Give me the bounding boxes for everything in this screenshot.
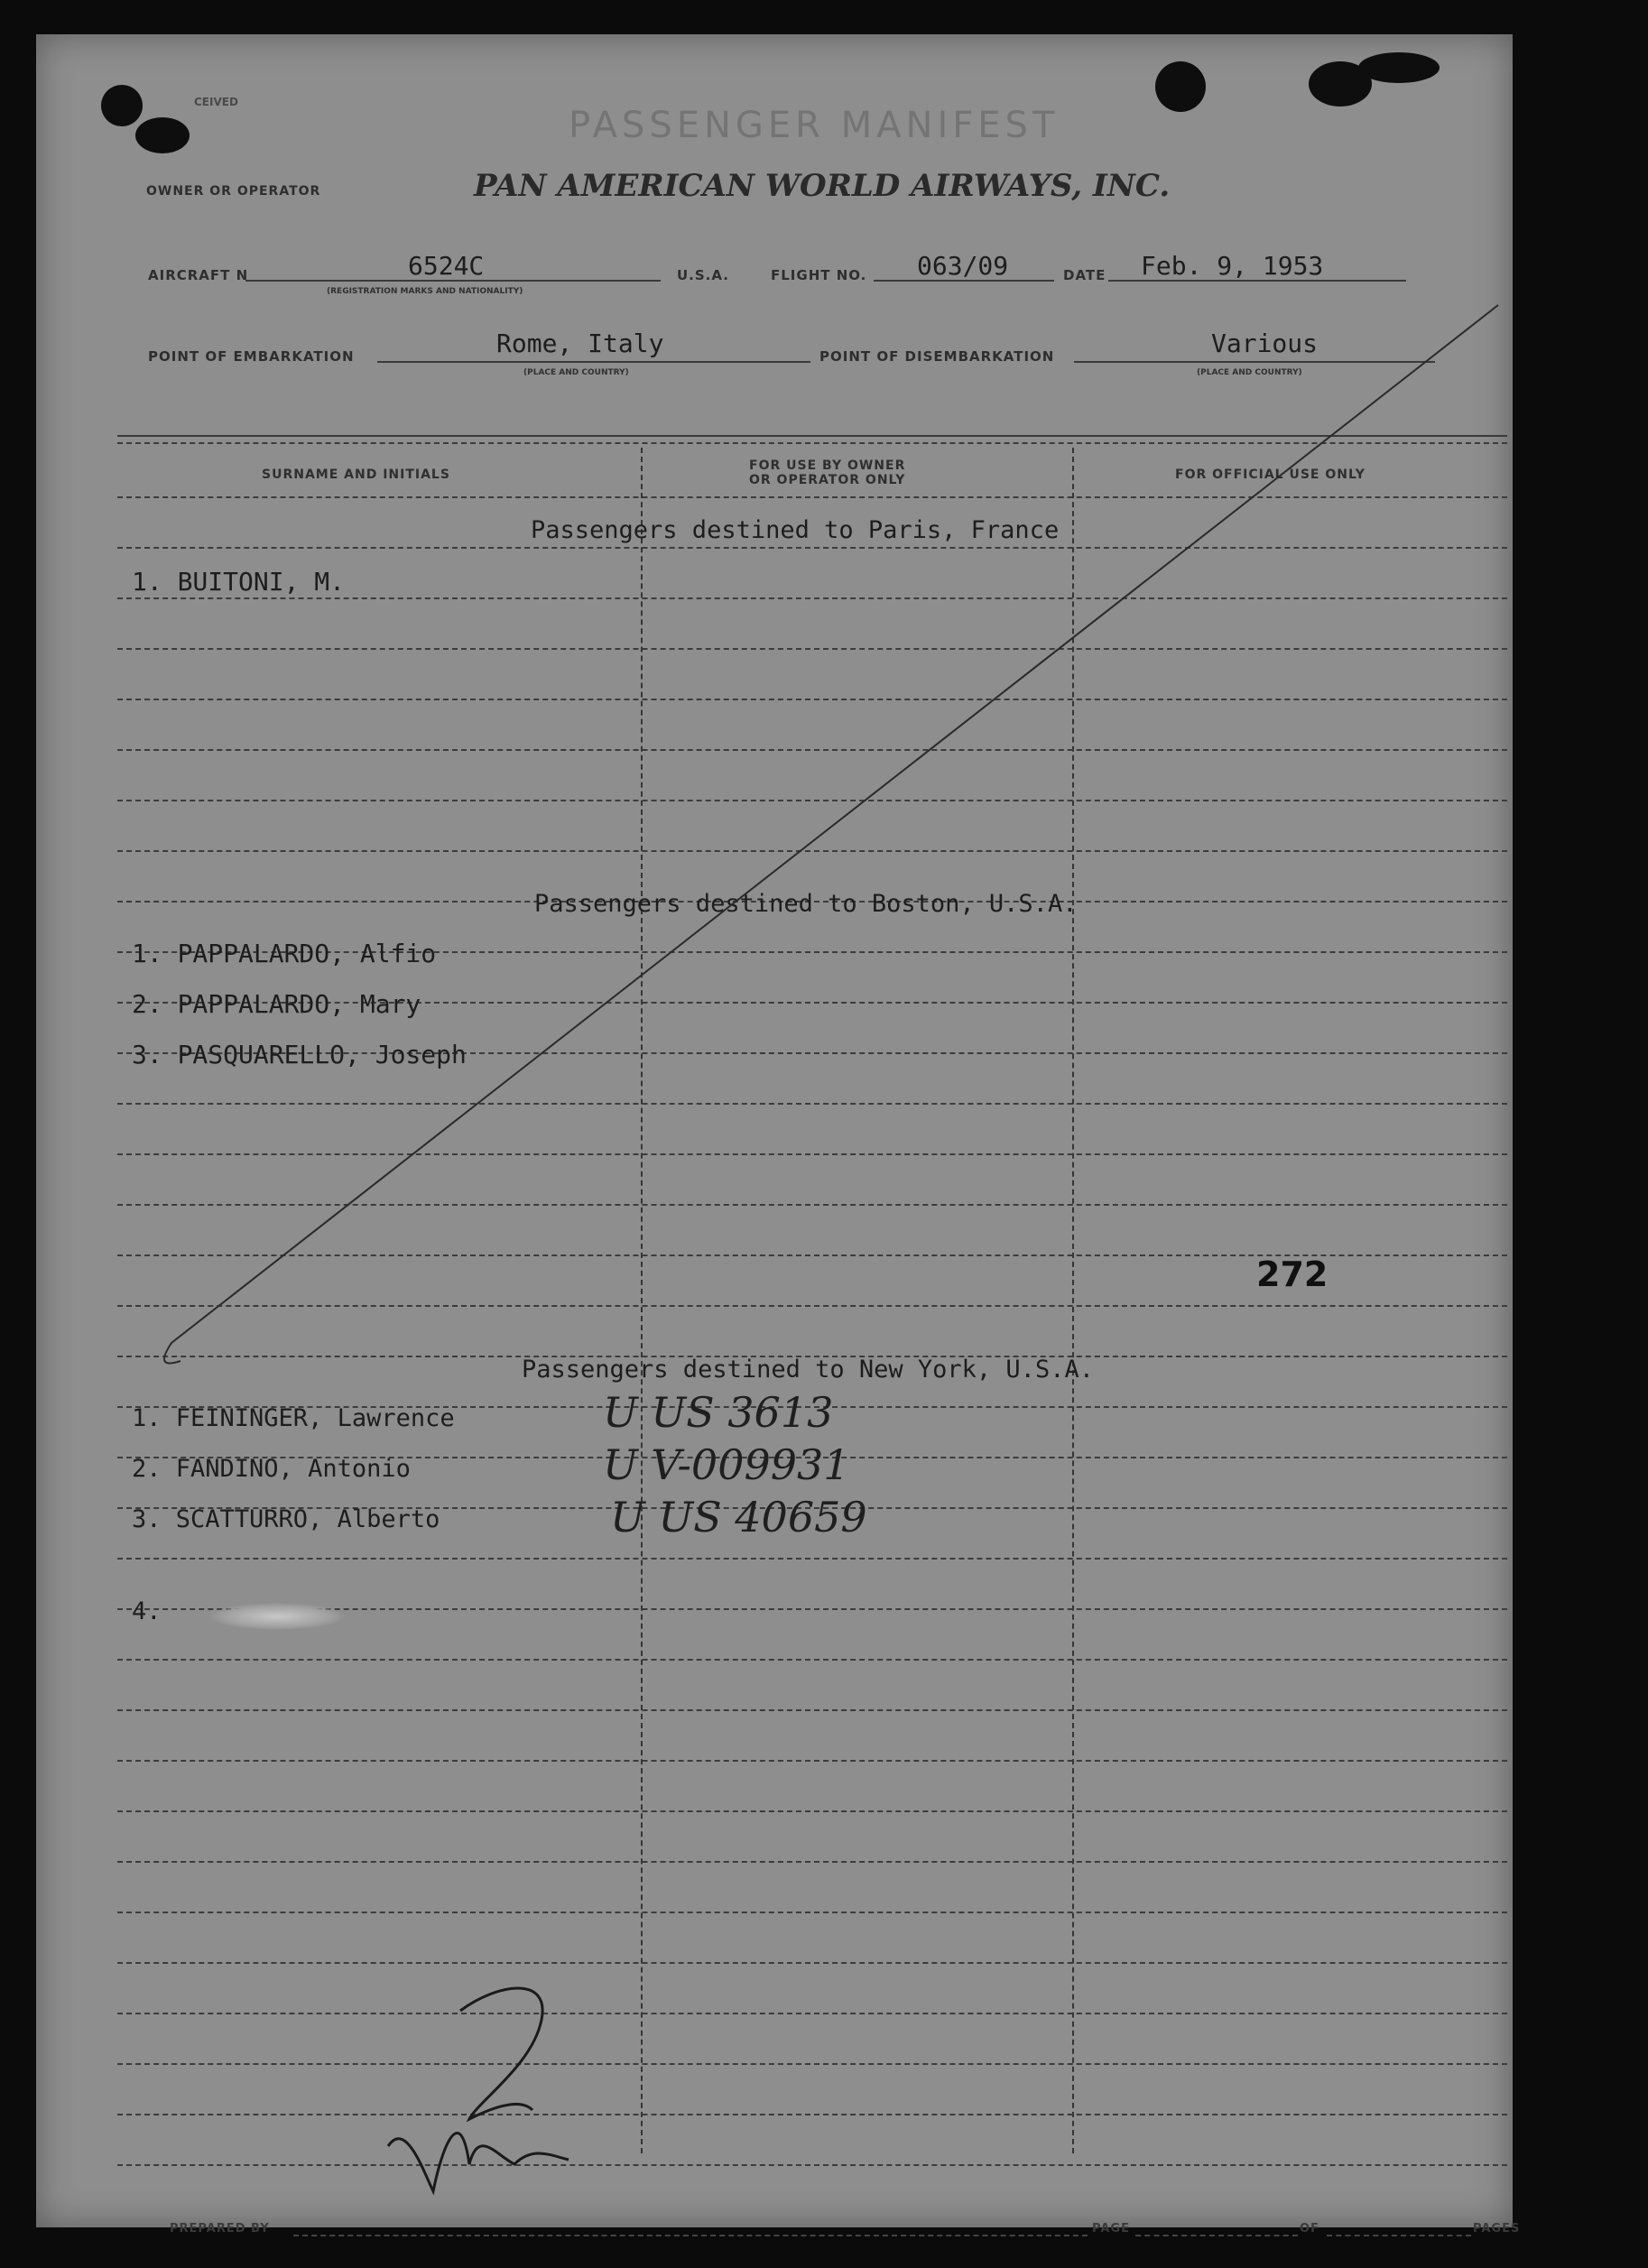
usa-label: U.S.A. [677,267,729,283]
date-label: DATE [1063,267,1106,283]
passenger-name: 3. SCATTURRO, Alberto [132,1505,440,1533]
passenger-name: 1. BUITONI, M. [132,567,346,597]
company-name: PAN AMERICAN WORLD AIRWAYS, INC. [474,168,1171,204]
group-heading-paris: Passengers destined to Paris, France [531,516,1060,544]
passenger-name: 1. PAPPALARDO, Alfio [132,939,437,968]
flight-value: 063/09 [917,251,1009,281]
aircraft-value: 6524C [408,251,485,281]
signature-stroke [460,1988,542,2119]
handwritten-visa-number: U US 3613 [603,1388,834,1437]
page-title: PASSENGER MANIFEST [569,105,1060,146]
cancel-stroke [164,305,1498,1364]
embarkation-value: Rome, Italy [496,329,664,358]
column-header-official: FOR OFFICIAL USE ONLY [1175,467,1366,482]
owner-label: OWNER OR OPERATOR [146,184,321,199]
page-underline [1135,2235,1298,2236]
passenger-name: 1. FEININGER, Lawrence [132,1404,455,1432]
prepared-by-label: PREPARED BY [170,2222,270,2236]
group-heading-new-york: Passengers destined to New York, U.S.A. [522,1356,1094,1384]
disembarkation-value: Various [1211,329,1319,358]
passenger-name: 2. FANDINO, Antonio [132,1455,411,1483]
registration-note: (REGISTRATION MARKS AND NATIONALITY) [327,287,523,296]
handwritten-visa-number: U V-009931 [603,1440,850,1489]
column-header-owner-use-line1: FOR USE BY OWNER [749,458,906,473]
embarkation-label: POINT OF EMBARKATION [148,348,355,365]
of-label: OF [1300,2222,1319,2236]
pages-label: PAGES [1473,2222,1521,2236]
disembarkation-place-note: (PLACE AND COUNTRY) [1197,368,1302,377]
flight-label: FLIGHT NO. [771,267,867,283]
signature-stroke [388,2133,569,2191]
of-underline [1327,2235,1471,2236]
column-header-owner-use-line2: OR OPERATOR ONLY [749,473,906,487]
embarkation-place-note: (PLACE AND COUNTRY) [523,368,629,377]
disembarkation-label: POINT OF DISEMBARKATION [819,348,1055,365]
page-label: PAGE [1092,2222,1130,2236]
handwritten-visa-number: U US 40659 [610,1493,867,1541]
received-stamp: CEIVED [194,96,238,108]
prepared-by-underline [293,2235,1088,2236]
aircraft-label: AIRCRAFT N [148,267,249,283]
passenger-name: 4. [132,1597,162,1625]
diagonal-cancel-line [36,34,1513,2227]
date-value: Feb. 9, 1953 [1141,251,1324,281]
signature-scribble [361,1966,632,2200]
manifest-sheet [36,34,1521,2236]
page-number-stamp: 272 [1256,1254,1329,1294]
passenger-name: 2. PAPPALARDO, Mary [132,989,421,1019]
group-heading-boston: Passengers destined to Boston, U.S.A. [534,890,1078,918]
column-header-surname: SURNAME AND INITIALS [262,467,450,482]
passenger-name: 3. PASQUARELLO, Joseph [132,1040,467,1069]
